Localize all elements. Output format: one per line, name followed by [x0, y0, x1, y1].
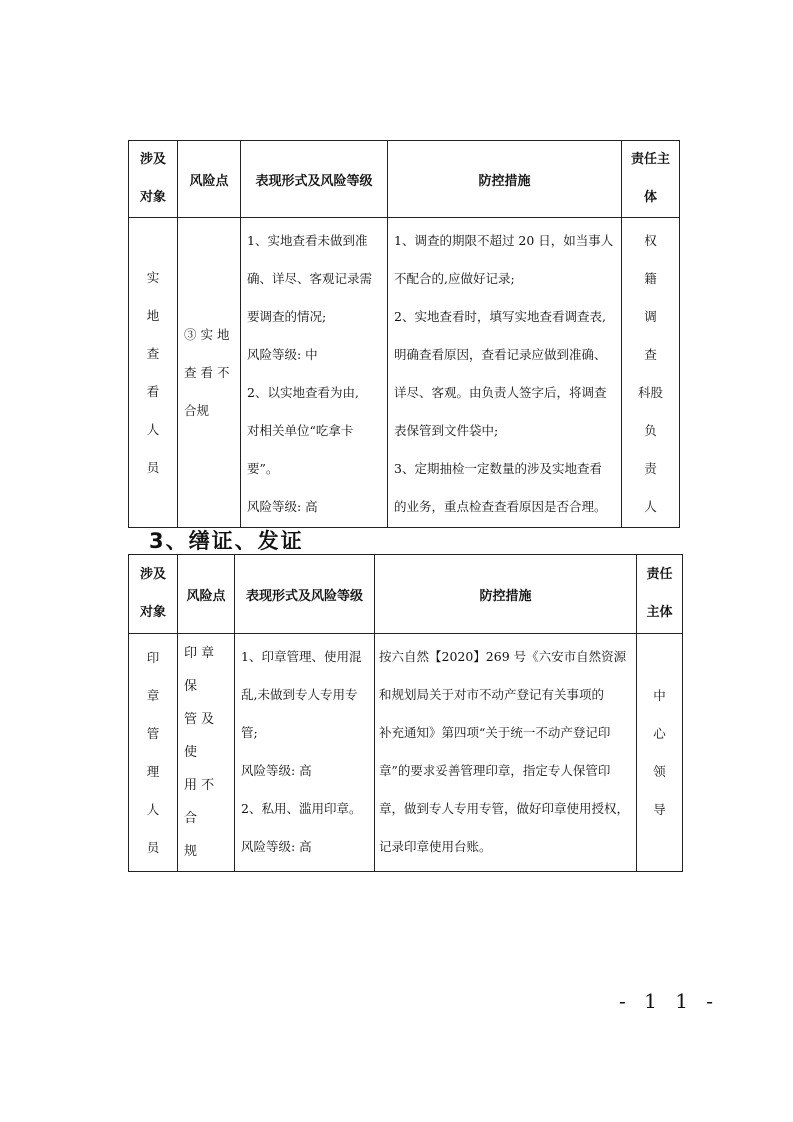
cell-target: 实 地 查 看 人 员: [129, 218, 178, 528]
cell-measures: 1、调查的期限不超过 20 日，如当事人 不配合的,应做好记录; 2、实地查看时，填写实地查看调查表, 明确查看原因，查看记录应做到准确、 详尽、客观。由负责人签字后，将调查 表保管到文件袋中; 3、定期抽检一定数量的涉及实地查看 的业务，重点检查查看原因是否合理。: [388, 218, 622, 528]
risk-table-field-inspection: [128, 140, 680, 528]
page-number: - 1 1 -: [619, 989, 720, 1013]
header-responsible: 责任 主体: [637, 555, 683, 634]
header-target: 涉及 对象: [129, 555, 178, 634]
table-header-row: [129, 141, 680, 218]
header-manifestation: 表现形式及风险等级: [241, 141, 388, 218]
cell-risk-point: ③ 实 地 查 看 不 合规: [178, 218, 241, 528]
cell-manifestation: 1、实地查看未做到准 确、详尽、客观记录需 要调查的情况; 风险等级: 中 2、以实地查看为由, 对相关单位“吃拿卡 要”。 风险等级: 高: [241, 218, 388, 528]
header-manifestation: 表现形式及风险等级: [235, 555, 375, 634]
section-heading: 3、缮证、发证: [149, 529, 304, 553]
header-risk-point: 风险点: [178, 141, 241, 218]
cell-measures: 按六自然【2020】269 号《六安市自然资源 和规划局关于对市不动产登记有关事项的 补充通知》第四项“关于统一不动产登记印 章”的要求妥善管理印章，指定专人保管印 章，做到专人专用专管，做好印章使用授权， 记录印章使用台账。: [375, 634, 637, 872]
header-measures: 防控措施: [375, 555, 637, 634]
cell-responsible: 中 心 领 导: [637, 634, 683, 872]
cell-risk-point: 印 章 保 管 及 使 用 不 合 规: [178, 634, 235, 872]
cell-responsible: 权 籍 调 查 科股 负 责 人: [622, 218, 680, 528]
header-target: 涉及 对象: [129, 141, 178, 218]
table-header-row: [129, 555, 683, 634]
cell-manifestation: 1、印章管理、使用混 乱,未做到专人专用专 管; 风险等级: 高 2、私用、滥用印章。 风险等级: 高: [235, 634, 375, 872]
header-risk-point: 风险点: [178, 555, 235, 634]
table-row: [129, 218, 680, 528]
header-responsible: 责任主 体: [622, 141, 680, 218]
risk-table-certificate-issuance: [128, 554, 683, 872]
table-row: [129, 634, 683, 872]
cell-target: 印 章 管 理 人 员: [129, 634, 178, 872]
header-measures: 防控措施: [388, 141, 622, 218]
